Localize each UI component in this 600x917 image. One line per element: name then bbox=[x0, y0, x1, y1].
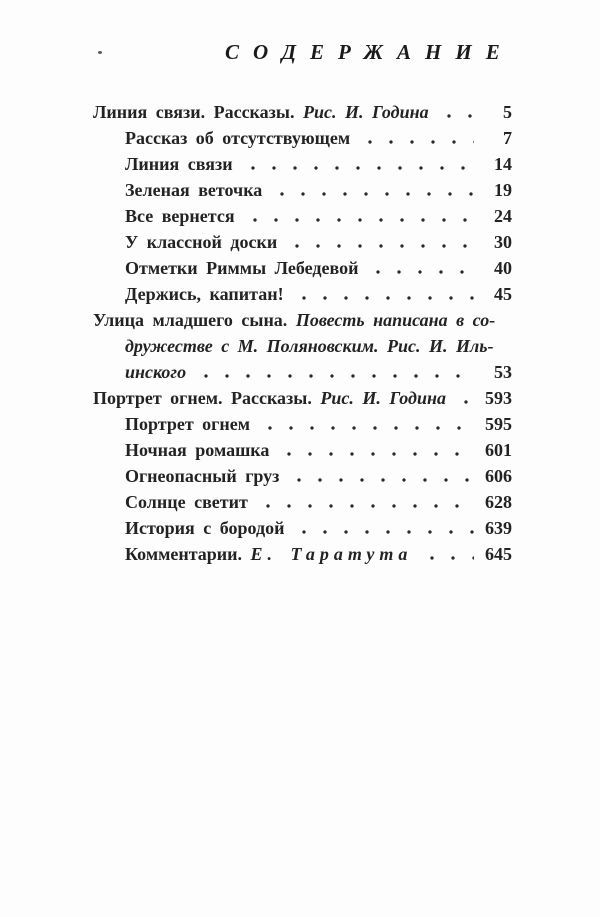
toc-entry-segment: Рис. И. Година bbox=[320, 388, 446, 408]
toc-page-number: 601 bbox=[485, 440, 512, 460]
dot-leader bbox=[260, 411, 474, 437]
toc-row bbox=[93, 203, 512, 229]
dot-leader bbox=[456, 385, 474, 411]
toc-entry-segment: Повесть написана в со- bbox=[295, 310, 496, 330]
toc-entry-segment: Огнеопасный груз bbox=[125, 466, 280, 486]
toc-entry-segment: Ночная ромашка bbox=[125, 440, 270, 460]
toc-entry-title bbox=[125, 333, 493, 359]
toc-entry-title bbox=[125, 125, 350, 151]
toc-row bbox=[93, 437, 512, 463]
toc-row bbox=[93, 385, 512, 411]
toc-page-number: 639 bbox=[485, 518, 512, 538]
toc-entry-title bbox=[125, 177, 262, 203]
toc-entry-segment: Рассказ об отсутствующем bbox=[125, 128, 351, 148]
toc-entry-title bbox=[125, 541, 412, 567]
toc-row bbox=[93, 255, 512, 281]
dot-leader bbox=[279, 437, 474, 463]
toc-entry-segment: История с бородой bbox=[125, 518, 285, 538]
toc-entry-segment: Рис. И. Година bbox=[302, 102, 429, 122]
toc-entry-segment: инского bbox=[125, 362, 187, 382]
toc-row bbox=[93, 177, 512, 203]
toc-entry-segment: Зеленая веточка bbox=[125, 180, 263, 200]
toc-entry-segment: Все вернется bbox=[125, 206, 235, 226]
toc-page-number: 7 bbox=[503, 128, 512, 148]
toc-row bbox=[93, 411, 512, 437]
dot-leader bbox=[258, 489, 474, 515]
toc-entry-title bbox=[125, 203, 235, 229]
toc-row bbox=[93, 359, 512, 385]
toc-entry-segment: Солнце светит bbox=[125, 492, 248, 512]
page-title: СОДЕРЖАНИЕ bbox=[225, 40, 514, 64]
toc-row bbox=[93, 541, 512, 567]
toc-entry-segment: У классной доски bbox=[125, 232, 278, 252]
dot-leader bbox=[196, 359, 474, 385]
toc-page-number: 595 bbox=[485, 414, 512, 434]
toc-page-number: 30 bbox=[494, 232, 512, 252]
dot-leader bbox=[294, 281, 474, 307]
toc-page-number: 53 bbox=[494, 362, 512, 382]
toc-entry-segment: Комментарии. bbox=[125, 544, 251, 564]
toc-page-number: 24 bbox=[494, 206, 512, 226]
table-of-contents bbox=[93, 99, 512, 567]
toc-page-number: 45 bbox=[494, 284, 512, 304]
toc-entry-title bbox=[93, 385, 446, 411]
toc-row bbox=[93, 515, 512, 541]
toc-page-number: 606 bbox=[485, 466, 512, 486]
toc-entry-title bbox=[125, 411, 250, 437]
toc-entry-title bbox=[125, 359, 186, 385]
toc-entry-title bbox=[125, 151, 233, 177]
toc-page-number: 14 bbox=[494, 154, 512, 174]
dot-leader bbox=[368, 255, 474, 281]
toc-row bbox=[93, 489, 512, 515]
toc-entry-title bbox=[125, 255, 358, 281]
toc-entry-title bbox=[125, 229, 277, 255]
toc-entry-segment: Держись, капитан! bbox=[125, 284, 284, 304]
toc-entry-segment: Линия связи bbox=[125, 154, 233, 174]
toc-entry-segment: Линия связи. Рассказы. bbox=[93, 102, 303, 122]
dot-leader bbox=[422, 541, 474, 567]
dot-leader bbox=[245, 203, 474, 229]
toc-entry-title bbox=[125, 463, 279, 489]
toc-row bbox=[93, 151, 512, 177]
toc-row bbox=[93, 281, 512, 307]
toc-row bbox=[93, 229, 512, 255]
toc-entry-segment: Улица младшего сына. bbox=[93, 310, 296, 330]
toc-entry-segment: Портрет огнем. Рассказы. bbox=[93, 388, 321, 408]
toc-row bbox=[93, 307, 512, 333]
toc-entry-title bbox=[125, 437, 269, 463]
toc-entry-segment: дружестве с М. Поляновским. Рис. И. Иль- bbox=[125, 336, 494, 356]
dot-leader bbox=[289, 463, 474, 489]
toc-row bbox=[93, 125, 512, 151]
dot-leader bbox=[439, 99, 474, 125]
toc-row bbox=[93, 463, 512, 489]
dot-leader bbox=[287, 229, 474, 255]
toc-row bbox=[93, 99, 512, 125]
toc-entry-title bbox=[125, 489, 248, 515]
toc-page-number: 40 bbox=[494, 258, 512, 278]
ink-speck bbox=[98, 51, 102, 54]
dot-leader bbox=[243, 151, 474, 177]
toc-entry-segment: Портрет огнем bbox=[125, 414, 250, 434]
toc-entry-title bbox=[93, 99, 429, 125]
toc-page-number: 593 bbox=[485, 388, 512, 408]
toc-page-number: 628 bbox=[485, 492, 512, 512]
toc-page-number: 645 bbox=[485, 544, 512, 564]
toc-entry-segment: Отметки Риммы Лебедевой bbox=[125, 258, 359, 278]
dot-leader bbox=[360, 125, 474, 151]
toc-entry-title bbox=[125, 281, 284, 307]
toc-page-number: 5 bbox=[503, 102, 512, 122]
toc-entry-segment: Е. Таратута bbox=[250, 544, 413, 564]
toc-entry-title bbox=[93, 307, 495, 333]
dot-leader bbox=[294, 515, 474, 541]
dot-leader bbox=[272, 177, 474, 203]
toc-row bbox=[93, 333, 512, 359]
toc-entry-title bbox=[125, 515, 284, 541]
toc-page-number: 19 bbox=[494, 180, 512, 200]
